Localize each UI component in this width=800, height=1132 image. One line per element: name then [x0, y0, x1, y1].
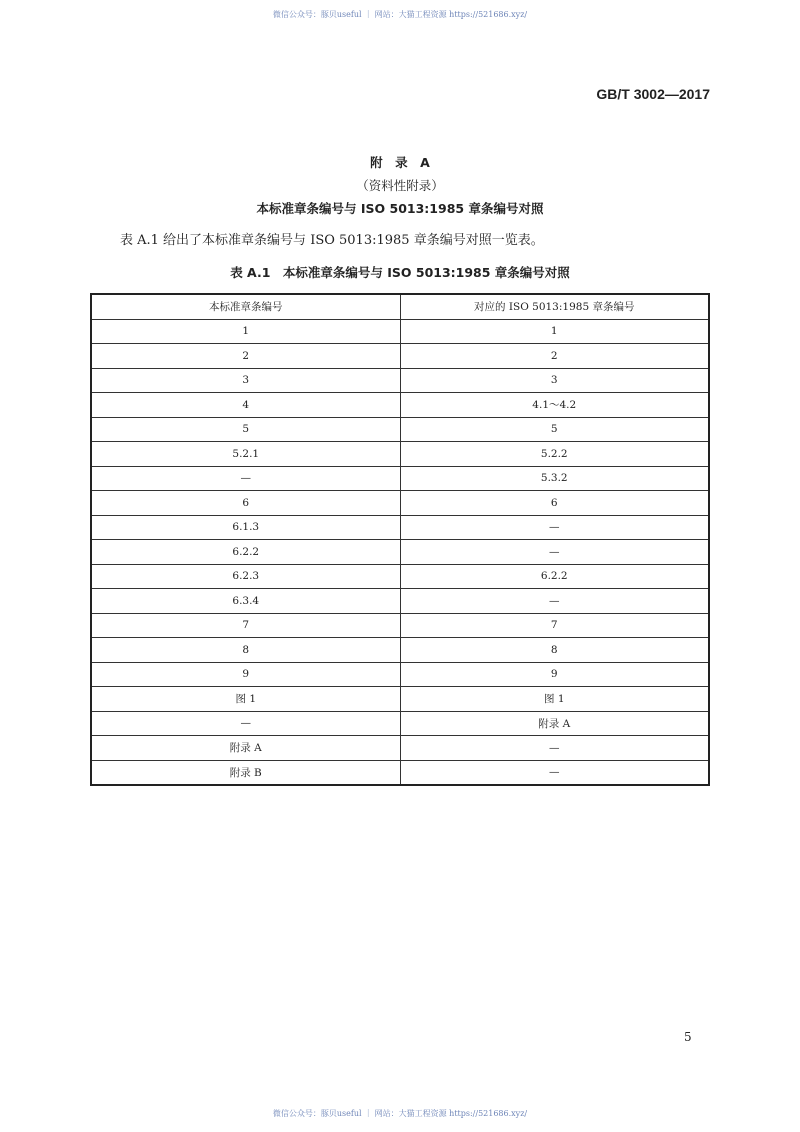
standard-number: GB/T 3002—2017 [596, 86, 710, 102]
table-cell: 8 [91, 638, 400, 663]
table-row [91, 711, 709, 736]
table-cell: — [400, 760, 709, 785]
watermark-top: 微信公众号：豚贝useful ｜ 网站：大猫工程资源 https://521686.xyz/ [272, 10, 528, 19]
annex-type: （资料性附录） [356, 178, 444, 193]
table-row [91, 442, 709, 467]
table-row [91, 687, 709, 712]
table-cell: 图 1 [91, 687, 400, 712]
table-cell: 6.2.2 [91, 540, 400, 565]
table-cell: 附录 B [91, 760, 400, 785]
table-cell: 1 [400, 319, 709, 344]
table-cell: 5 [400, 417, 709, 442]
table-cell: 附录 A [91, 736, 400, 761]
page-number: 5 [684, 1030, 692, 1044]
annex-title: 附 录 A [370, 155, 430, 170]
table-row [91, 540, 709, 565]
table-row [91, 589, 709, 614]
table-caption: 表 A.1 本标准章条编号与 ISO 5013:1985 章条编号对照 [230, 265, 570, 280]
header-cell: 对应的 ISO 5013:1985 章条编号 [400, 294, 709, 319]
table-cell: 6 [91, 491, 400, 516]
table-cell: 1 [91, 319, 400, 344]
table-row [91, 515, 709, 540]
comparison-table [90, 293, 710, 786]
table-row [91, 736, 709, 761]
table-header-row [91, 294, 709, 319]
table-cell: 3 [91, 368, 400, 393]
table-row [91, 368, 709, 393]
table-cell: 附录 A [400, 711, 709, 736]
table-row [91, 564, 709, 589]
table-cell: 6.1.3 [91, 515, 400, 540]
table-cell: 4 [91, 393, 400, 418]
table-cell: — [400, 515, 709, 540]
table-row [91, 319, 709, 344]
table-cell: 4.1～4.2 [400, 393, 709, 418]
table-cell: — [400, 736, 709, 761]
table-cell: — [91, 711, 400, 736]
table-row [91, 417, 709, 442]
table-cell: — [91, 466, 400, 491]
table-cell: 2 [400, 344, 709, 369]
table-row [91, 662, 709, 687]
watermark-bottom: 微信公众号：豚贝useful ｜ 网站：大猫工程资源 https://521686.xyz/ [272, 1109, 528, 1118]
header-cell: 本标准章条编号 [91, 294, 400, 319]
table-cell: 6.3.4 [91, 589, 400, 614]
table-cell: 9 [91, 662, 400, 687]
table-cell: 7 [400, 613, 709, 638]
table-cell: 3 [400, 368, 709, 393]
annex-heading: 本标准章条编号与 ISO 5013:1985 章条编号对照 [256, 201, 544, 216]
table-row [91, 760, 709, 785]
table-cell: 7 [91, 613, 400, 638]
table-cell: 2 [91, 344, 400, 369]
table-cell: 5.2.2 [400, 442, 709, 467]
table-cell: 5.3.2 [400, 466, 709, 491]
table-row [91, 491, 709, 516]
table-cell: 5.2.1 [91, 442, 400, 467]
table-cell: — [400, 589, 709, 614]
table-row [91, 638, 709, 663]
table-cell: 6 [400, 491, 709, 516]
intro-text: 表 A.1 给出了本标准章条编号与 ISO 5013:1985 章条编号对照一览表。 [120, 233, 544, 248]
table-row [91, 393, 709, 418]
table-cell: 6.2.2 [400, 564, 709, 589]
table-cell: 图 1 [400, 687, 709, 712]
table-row [91, 613, 709, 638]
table-cell: 6.2.3 [91, 564, 400, 589]
table-cell: 8 [400, 638, 709, 663]
table-row [91, 344, 709, 369]
table-cell: — [400, 540, 709, 565]
table-row [91, 466, 709, 491]
table-cell: 5 [91, 417, 400, 442]
table-cell: 9 [400, 662, 709, 687]
